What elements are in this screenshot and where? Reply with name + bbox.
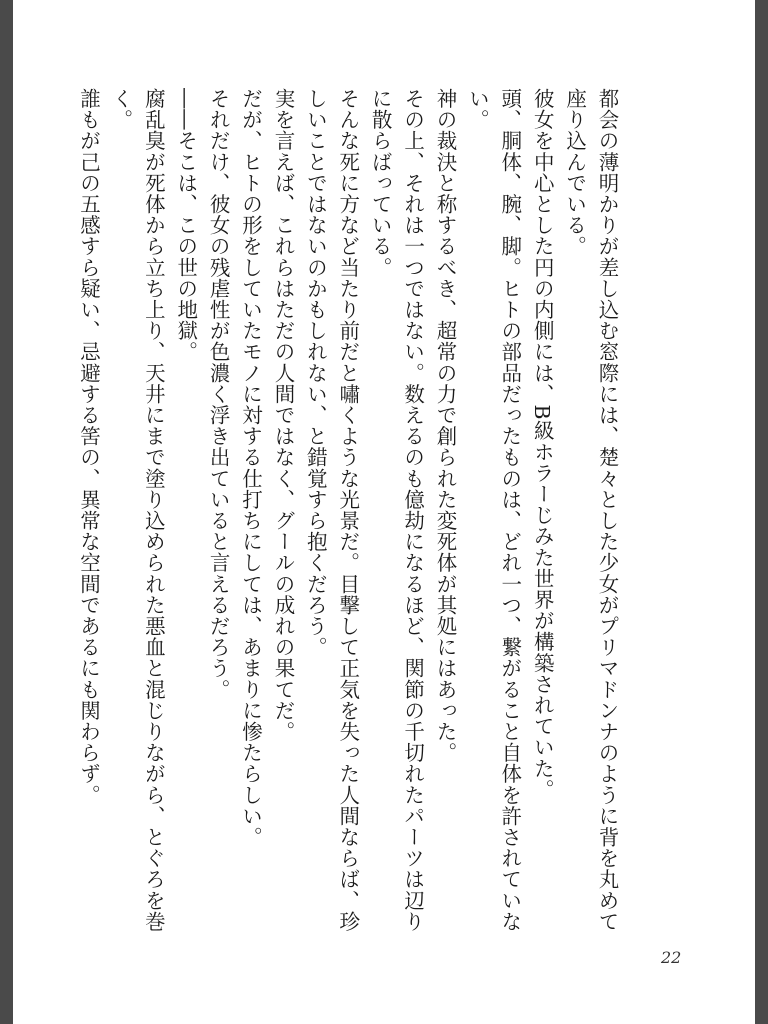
paragraph: それだけ、彼女の残虐性が色濃く浮き出ていると言えるだろう。 bbox=[206, 88, 231, 700]
paragraph: 腐乱臭が死体から立ち上り、天井にまで塗り込められた悪血と混じりながら、とぐろを巻く。 bbox=[108, 88, 166, 932]
paragraph: 誰もが己の五感すら疑い、忌避する筈の、異常な空間であるにも関わらず。 bbox=[76, 88, 101, 806]
paragraph: 彼女を中心とした円の内側には、B級ホラーじみた世界が構築されていた。 bbox=[530, 88, 555, 800]
book-page bbox=[13, 0, 755, 1024]
paragraph: 頭、胴体、腕、脚。ヒトの部品だったものは、どれ一つ、繋がること自体を許されていない。 bbox=[465, 88, 522, 932]
paragraph: その上、それは一つではない。数えるのも億劫になるほど、関節の千切れたパーツは辺りに散らばっている。 bbox=[368, 88, 425, 932]
vertical-text-body bbox=[72, 88, 623, 948]
paragraph: 神の裁決と称するべき、超常の力で創られた変死体が其処にはあった。 bbox=[432, 88, 457, 764]
paragraph: 実を言えば、これらはただの人間ではなく、グールの成れの果てだ。 bbox=[270, 88, 295, 743]
paragraph: そんな死に方など当たり前だと嘯くような光景だ。目撃して正気を失った人間ならば、珍しいことではないのかもしれない、と錯覚すら抱くだろう。 bbox=[303, 88, 360, 932]
paragraph: だが、ヒトの形をしていたモノに対する仕打ちにしては、あまりに惨たらしい。 bbox=[238, 88, 263, 848]
page-number: 22 bbox=[661, 948, 682, 967]
paragraph: ――そこは、この世の地獄。 bbox=[173, 88, 198, 363]
paragraph: 都会の薄明かりが差し込む窓際には、楚々とした少女がプリマドンナのように背を丸めて座り込んでいる。 bbox=[562, 88, 619, 932]
